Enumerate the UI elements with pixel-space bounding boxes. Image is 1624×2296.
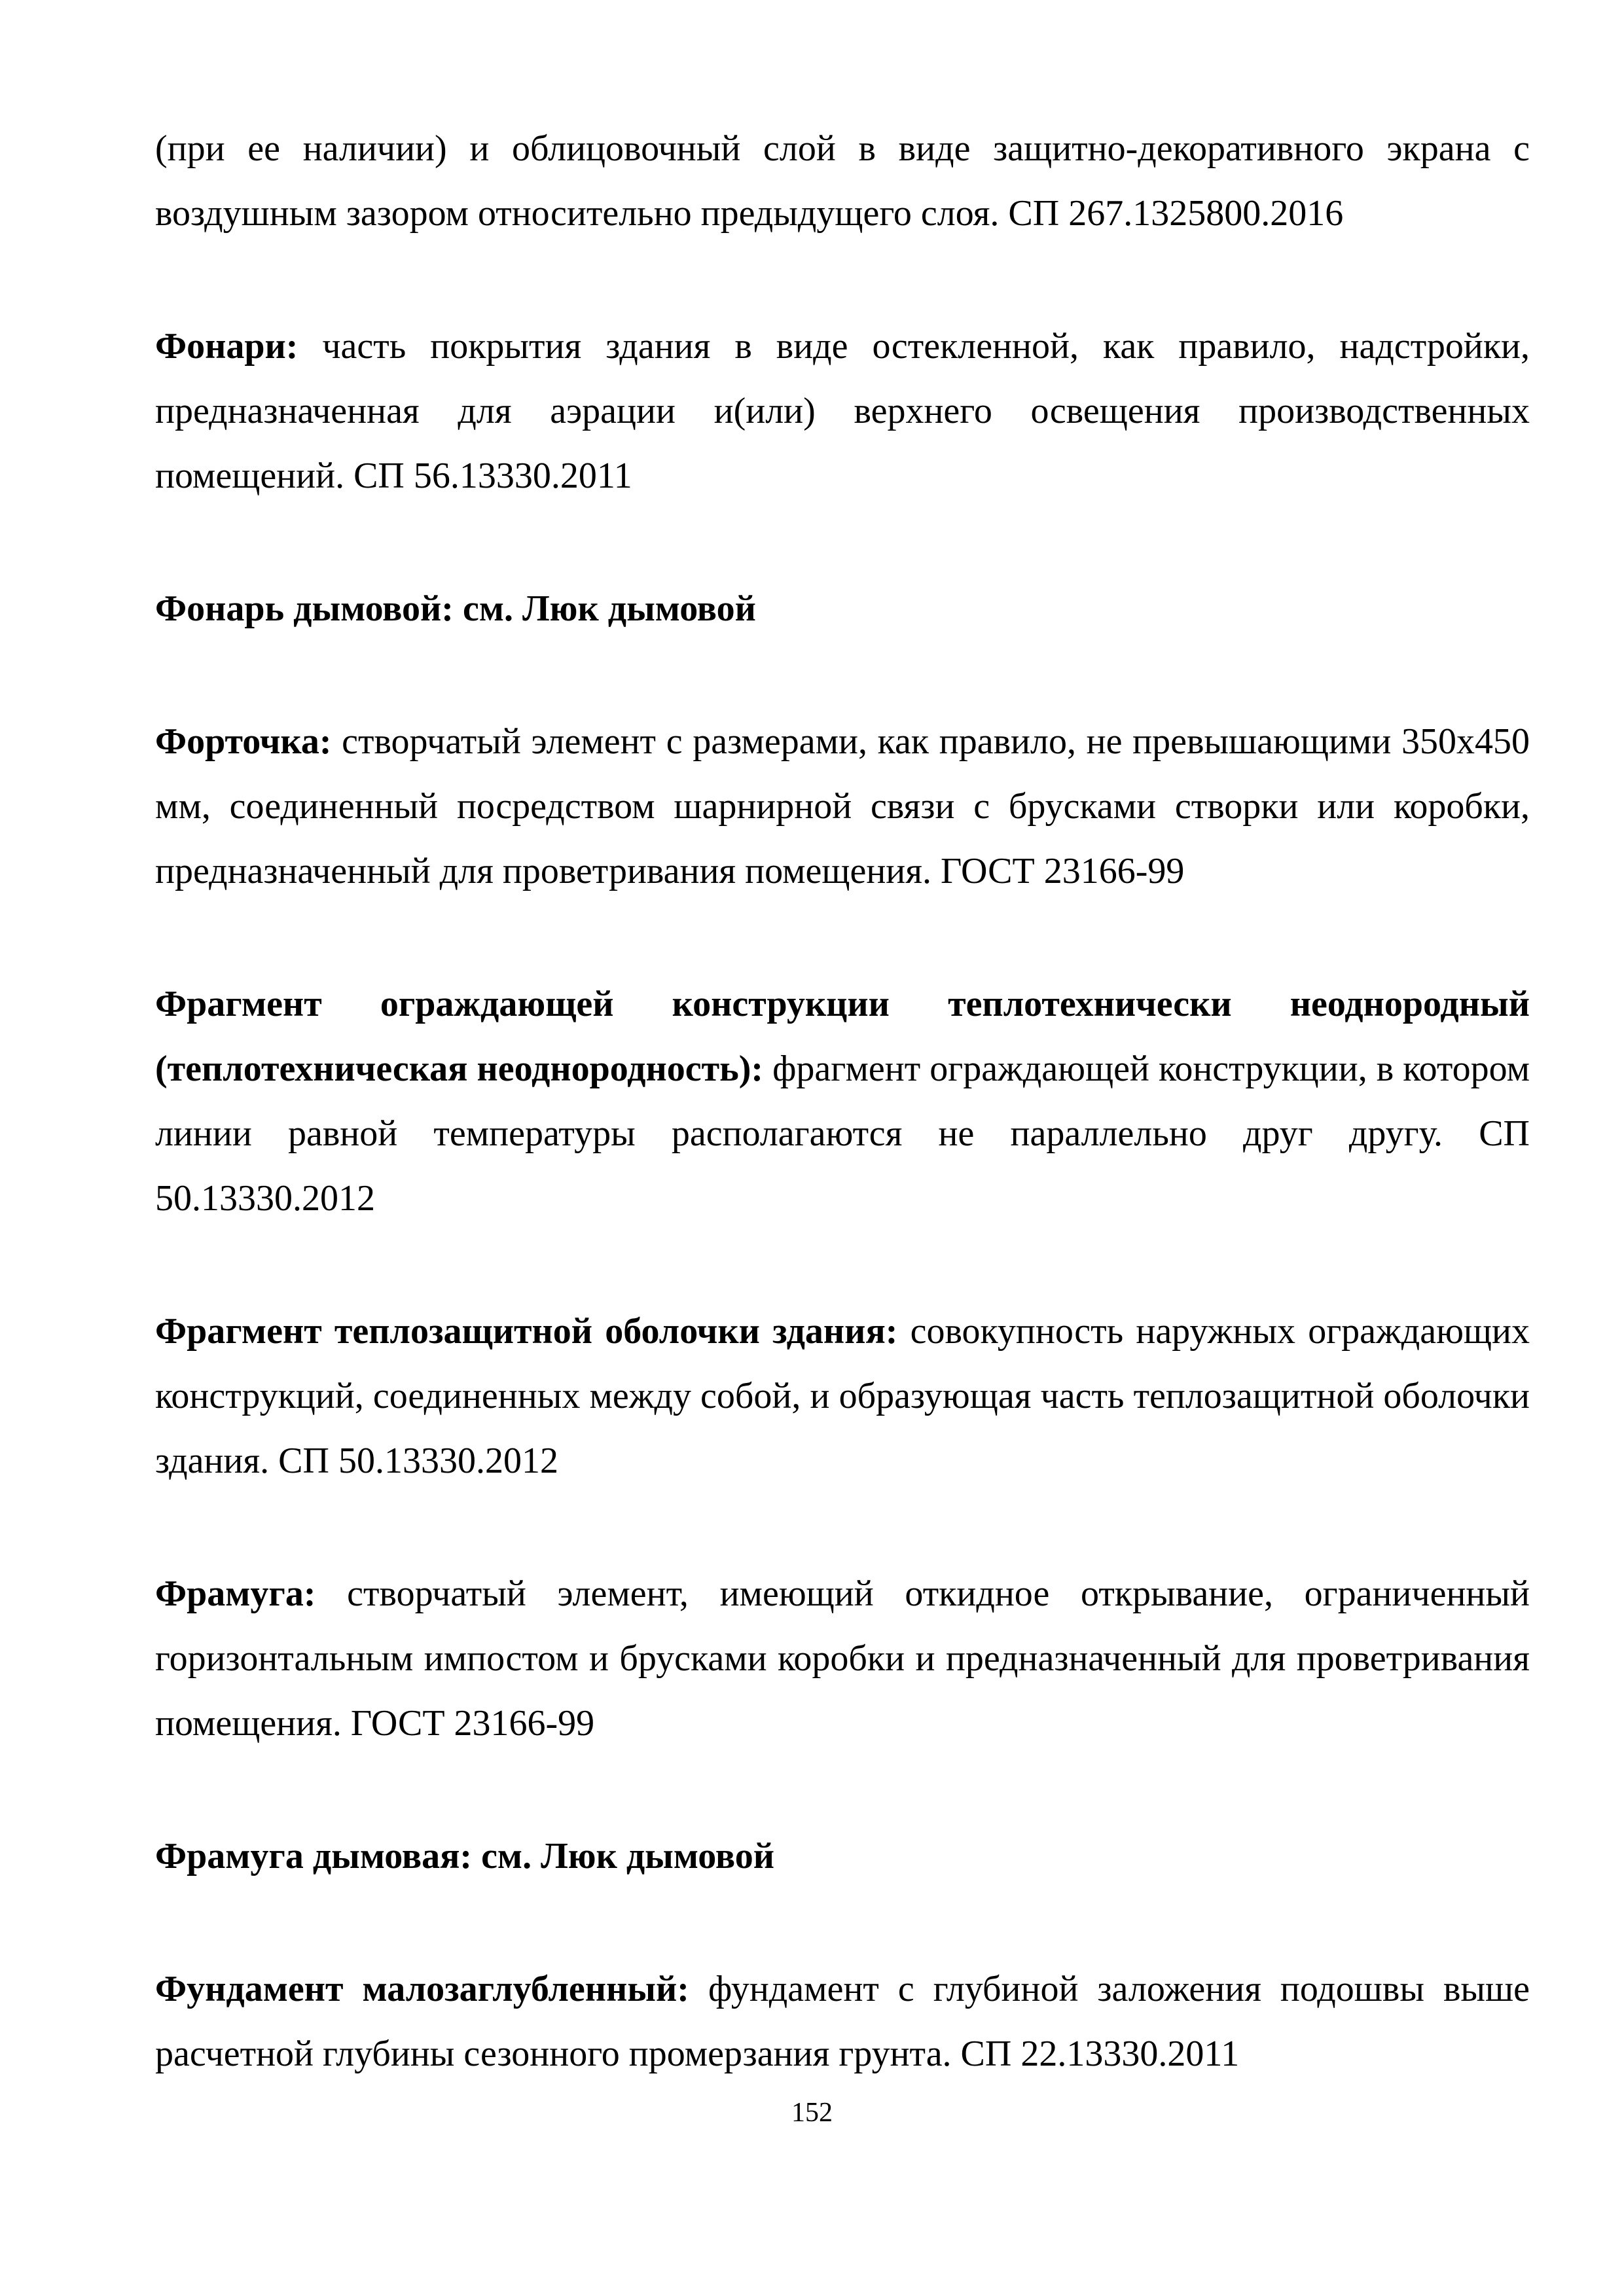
entry-term: Фонари: [155,326,298,367]
entry-framuga-dymovaya [155,1824,1530,1889]
entry-fortochka [155,709,1530,904]
entry-term: Фрамуга дымовая: см. Люк дымовой [155,1836,775,1876]
entry-fundament [155,1957,1530,2087]
entry-fonari [155,314,1530,509]
entry-term: Фрагмент теплозащитной оболочки здания: [155,1311,898,1352]
entry-definition: (при ее наличии) и облицовочный слой в виде защитно-декоративного экрана с воздушным зазором относительно предыдущего слоя. СП 267.1325800.2016 [155,128,1530,234]
entry-term: Форточка: [155,721,332,762]
entry-term: Фрамуга: [155,1573,316,1614]
entry-definition: часть покрытия здания в виде остекленной, как правило, надстройки, предназначенная для аэрации и(или) верхнего освещения производственных помещений. СП 56.13330.2011 [155,326,1530,496]
entry-term: Фрагмент ограждающей конструкции теплотехнически неоднородный (теплотехническая неоднородность): [155,984,1530,1089]
entry-definition: створчатый элемент с размерами, как правило, не превышающими 350x450 мм, соединенный посредством шарнирной связи с брусками створки или коробки, предназначенный для проветривания помещения. ГОСТ 23166-99 [155,721,1530,891]
entry-term: Фундамент малозаглубленный: [155,1969,689,2009]
page-number: 152 [791,2098,833,2128]
entry-term: Фонарь дымовой: см. Люк дымовой [155,588,756,629]
entry-definition: фрагмент ограждающей конструкции, в котором линии равной температуры располагаются не параллельно друг другу. СП 50.13330.2012 [155,1049,1530,1219]
entry-definition: створчатый элемент, имеющий откидное открывание, ограниченный горизонтальным импостом и брусками коробки и предназначенный для проветривания помещения. ГОСТ 23166-99 [155,1573,1530,1744]
entry-fonar-dymovoy [155,577,1530,641]
entry-continuation [155,117,1530,246]
entry-definition: совокупность наружных ограждающих конструкций, соединенных между собой, и образующая часть теплозащитной оболочки здания. СП 50.13330.2012 [155,1311,1530,1481]
entry-fragment-obolochki [155,1299,1530,1494]
entry-fragment-neodnorodny [155,972,1530,1231]
entry-definition: фундамент с глубиной заложения подошвы выше расчетной глубины сезонного промерзания грунта. СП 22.13330.2011 [155,1969,1530,2074]
entry-framuga [155,1562,1530,1756]
page-body [155,117,1530,2155]
